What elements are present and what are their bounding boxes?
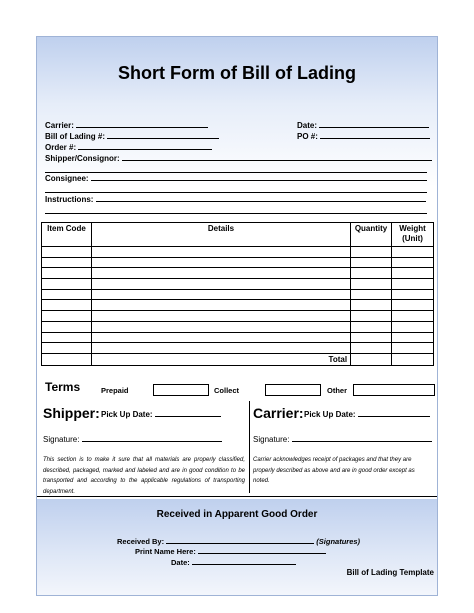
item-code-cell[interactable]: [42, 300, 92, 311]
date-line[interactable]: [319, 121, 429, 128]
table-row: [42, 247, 434, 258]
total-row: [42, 353, 434, 365]
terms-label: Terms: [45, 380, 81, 394]
total-label: Total: [91, 353, 350, 365]
table-row: [42, 289, 434, 300]
collect-box[interactable]: [265, 384, 321, 396]
collect-label: Collect: [214, 386, 240, 395]
quantity-cell[interactable]: [351, 268, 392, 279]
item-code-cell[interactable]: [42, 343, 92, 354]
header-quantity: Quantity: [351, 223, 392, 247]
shipper-consignor-field[interactable]: [45, 154, 432, 163]
carrier-heading: Carrier:: [253, 405, 304, 421]
details-cell[interactable]: [91, 257, 350, 268]
date-label: Date:: [297, 121, 318, 130]
shipper-pickup-label: Pick Up Date:: [101, 410, 153, 419]
table-row: [42, 279, 434, 290]
quantity-cell[interactable]: [351, 247, 392, 258]
details-cell[interactable]: [91, 300, 350, 311]
shipper-consignor-extra-line[interactable]: [45, 172, 427, 173]
weight-cell[interactable]: [392, 332, 434, 343]
weight-cell[interactable]: [392, 343, 434, 354]
footer-date-line[interactable]: [192, 558, 296, 565]
consignee-label: Consignee:: [45, 174, 89, 183]
item-code-cell[interactable]: [42, 279, 92, 290]
shipper-note: This section is to make it sure that all materials are properly classified, described, packaged, marked and labeled and are in good condition to be transported and according to the applicable regulations of transporting department.: [43, 457, 245, 495]
details-cell[interactable]: [91, 321, 350, 332]
weight-cell[interactable]: [392, 321, 434, 332]
po-field[interactable]: [297, 132, 430, 141]
order-label: Order #:: [45, 143, 77, 152]
weight-cell[interactable]: [392, 279, 434, 290]
carrier-pickup-label: Pick Up Date:: [304, 410, 356, 419]
bill-of-lading-sheet: [36, 36, 438, 596]
shipper-signature-label: Signature:: [43, 435, 80, 444]
shipper-carrier-divider: [249, 401, 250, 493]
header-gradient: [37, 37, 437, 187]
quantity-cell[interactable]: [351, 343, 392, 354]
quantity-cell[interactable]: [351, 300, 392, 311]
instructions-label: Instructions:: [45, 195, 94, 204]
table-row: [42, 311, 434, 322]
bill-of-lading-line[interactable]: [107, 132, 219, 139]
weight-cell[interactable]: [392, 247, 434, 258]
total-weight-cell[interactable]: [392, 353, 434, 365]
footer-date-field[interactable]: [171, 558, 296, 567]
weight-cell[interactable]: [392, 300, 434, 311]
quantity-cell[interactable]: [351, 332, 392, 343]
shipper-signature-field[interactable]: [43, 435, 222, 444]
received-by-label: Received By:: [117, 537, 165, 546]
header-weight: Weight (Unit): [392, 223, 434, 247]
order-line[interactable]: [78, 143, 212, 150]
consignee-field[interactable]: [45, 174, 427, 183]
document-title: Short Form of Bill of Lading: [118, 63, 356, 83]
signatures-hint: (Signatures): [316, 537, 361, 546]
items-table: [41, 222, 434, 366]
item-code-cell[interactable]: [42, 289, 92, 300]
print-name-line[interactable]: [198, 547, 326, 554]
carrier-note: Carrier acknowledges receipt of packages and that they are properly described as above and are in good order except as noted.: [253, 457, 415, 484]
po-line[interactable]: [320, 132, 430, 139]
details-cell[interactable]: [91, 279, 350, 290]
table-row: [42, 321, 434, 332]
shipper-heading: Shipper:: [43, 405, 100, 421]
quantity-cell[interactable]: [351, 321, 392, 332]
other-label: Other: [327, 386, 348, 395]
total-quantity-cell[interactable]: [351, 353, 392, 365]
date-field[interactable]: [297, 121, 429, 130]
quantity-cell[interactable]: [351, 279, 392, 290]
bill-of-lading-label: Bill of Lading #:: [45, 132, 105, 141]
prepaid-label: Prepaid: [101, 386, 129, 395]
item-code-cell[interactable]: [42, 247, 92, 258]
carrier-pickup-field[interactable]: [304, 410, 430, 419]
received-title: Received in Apparent Good Order: [156, 509, 318, 520]
shipper-pickup-field[interactable]: [101, 410, 221, 419]
po-label: PO #:: [297, 132, 318, 141]
carrier-label: Carrier:: [45, 121, 74, 130]
item-code-cell[interactable]: [42, 268, 92, 279]
total-empty-cell: [42, 353, 92, 365]
weight-cell[interactable]: [392, 268, 434, 279]
table-row: [42, 257, 434, 268]
header-item-code: Item Code: [42, 223, 92, 247]
item-code-cell[interactable]: [42, 257, 92, 268]
weight-cell[interactable]: [392, 257, 434, 268]
items-header-row: [42, 223, 434, 247]
item-code-cell[interactable]: [42, 332, 92, 343]
quantity-cell[interactable]: [351, 311, 392, 322]
order-field[interactable]: [45, 143, 212, 152]
shipper-consignor-line[interactable]: [122, 154, 432, 161]
details-cell[interactable]: [91, 247, 350, 258]
quantity-cell[interactable]: [351, 257, 392, 268]
consignee-line[interactable]: [91, 174, 427, 181]
table-row: [42, 268, 434, 279]
received-by-line[interactable]: [166, 537, 314, 544]
weight-cell[interactable]: [392, 289, 434, 300]
table-row: [42, 332, 434, 343]
instructions-field[interactable]: [45, 195, 426, 204]
item-code-cell[interactable]: [42, 321, 92, 332]
carrier-pickup-line[interactable]: [358, 410, 430, 417]
print-name-field[interactable]: [135, 547, 326, 556]
item-code-cell[interactable]: [42, 311, 92, 322]
details-cell[interactable]: [91, 268, 350, 279]
template-label: Bill of Lading Template: [346, 568, 434, 577]
other-box[interactable]: [353, 384, 435, 396]
prepaid-box[interactable]: [153, 384, 209, 396]
bill-of-lading-field[interactable]: [45, 132, 219, 141]
footer-date-label: Date:: [171, 558, 190, 567]
print-name-label: Print Name Here:: [135, 547, 196, 556]
received-by-field[interactable]: [117, 537, 360, 546]
header-details: Details: [91, 223, 350, 247]
shipper-pickup-line[interactable]: [155, 410, 221, 417]
details-cell[interactable]: [91, 343, 350, 354]
instructions-extra-line[interactable]: [45, 213, 427, 214]
carrier-field[interactable]: [45, 121, 208, 130]
consignee-extra-line[interactable]: [45, 192, 427, 193]
footer-separator: [37, 496, 437, 497]
shipper-consignor-label: Shipper/Consignor:: [45, 154, 120, 163]
quantity-cell[interactable]: [351, 289, 392, 300]
table-row: [42, 343, 434, 354]
details-cell[interactable]: [91, 311, 350, 322]
carrier-line[interactable]: [76, 121, 208, 128]
weight-cell[interactable]: [392, 311, 434, 322]
instructions-line[interactable]: [96, 195, 426, 202]
carrier-signature-label: Signature:: [253, 435, 290, 444]
details-cell[interactable]: [91, 289, 350, 300]
carrier-signature-field[interactable]: [253, 435, 432, 444]
table-row: [42, 300, 434, 311]
shipper-signature-line[interactable]: [82, 435, 222, 442]
carrier-signature-line[interactable]: [292, 435, 432, 442]
details-cell[interactable]: [91, 332, 350, 343]
